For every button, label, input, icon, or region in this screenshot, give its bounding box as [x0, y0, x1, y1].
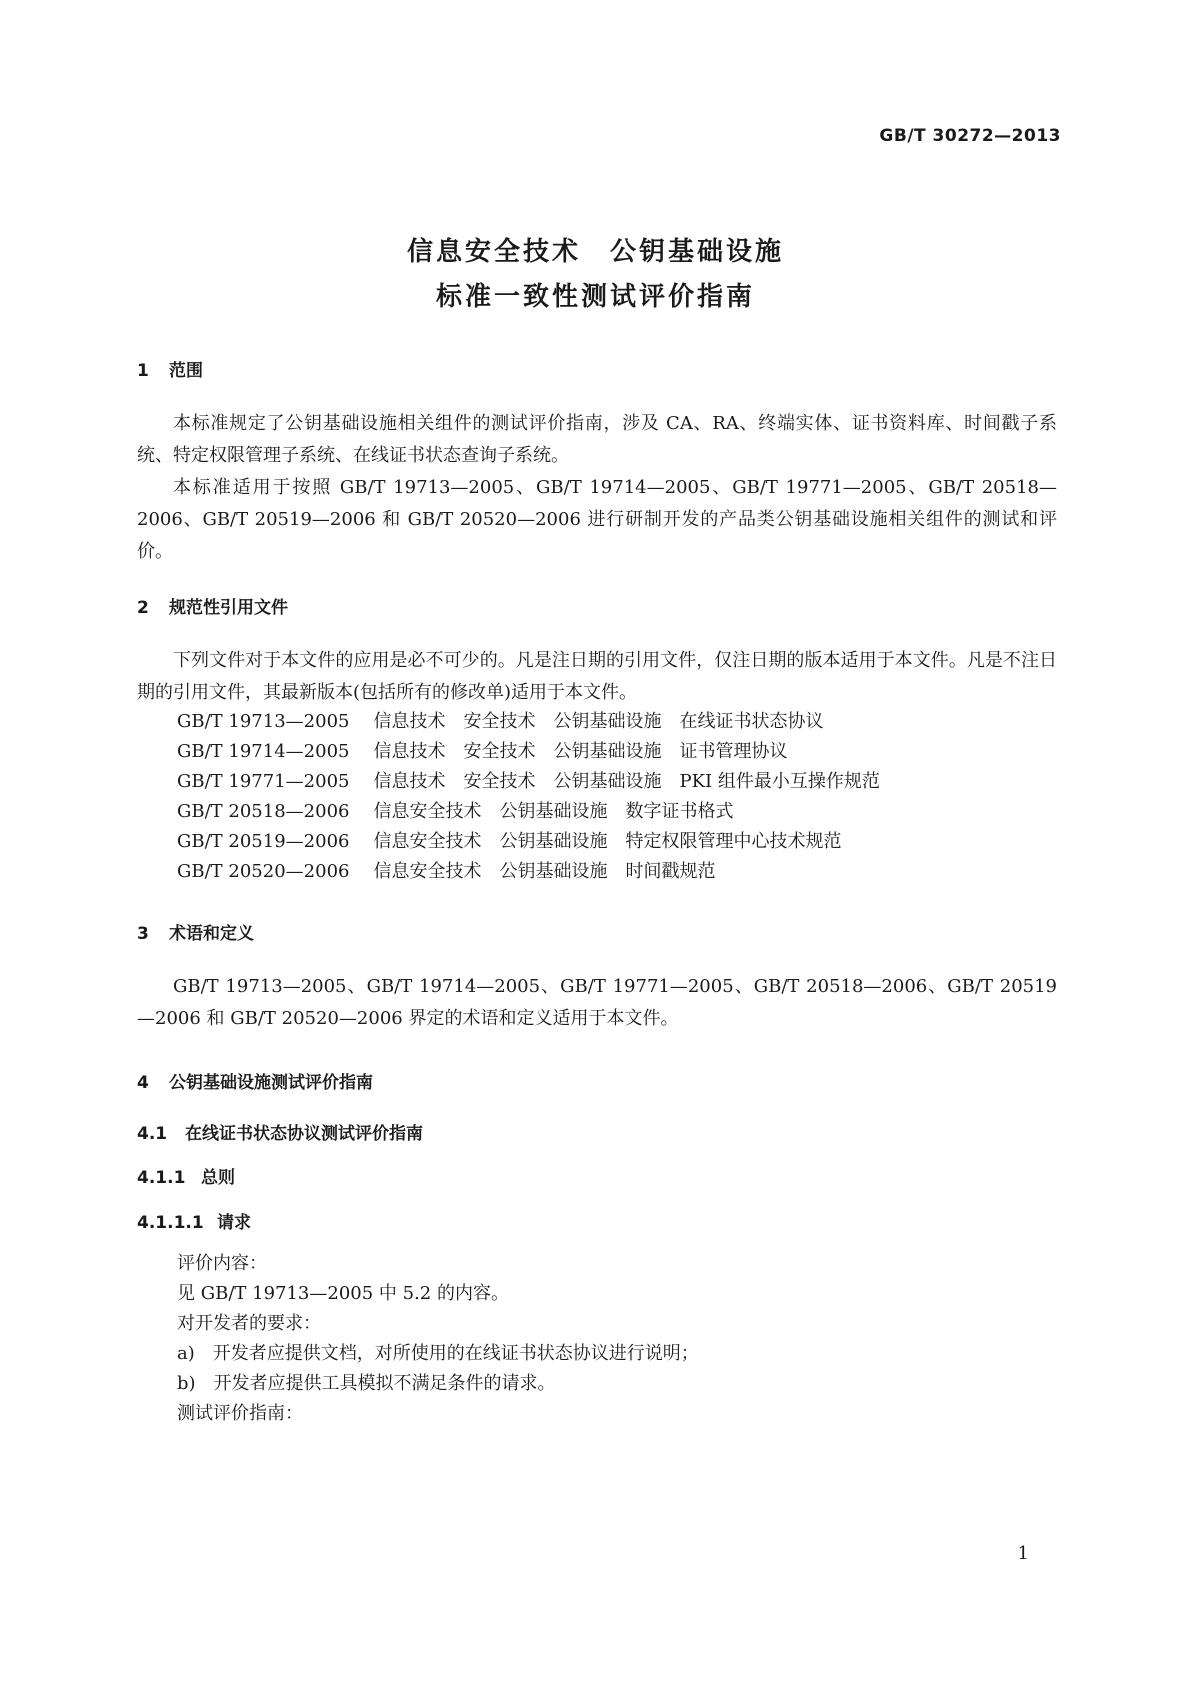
reference-item	[177, 857, 739, 883]
section-3-heading: 3 术语和定义	[137, 924, 254, 944]
reference-title: 信息安全技术 公钥基础设施 特定权限管理中心技术规范	[373, 831, 842, 852]
reference-code: GB/T 19714—2005	[177, 741, 350, 762]
requirement-item-a: a) 开发者应提供文档，对所使用的在线证书状态协议进行说明；	[177, 1343, 699, 1364]
section-1-body	[137, 408, 1057, 568]
reference-title: 信息安全技术 公钥基础设施 时间戳规范	[373, 861, 716, 882]
reference-title: 信息技术 安全技术 公钥基础设施 在线证书状态协议	[373, 711, 824, 732]
section-4-1-1-1-heading: 4.1.1.1 请求	[137, 1213, 251, 1233]
page-number: 1	[1017, 1543, 1029, 1564]
reference-code: GB/T 19713—2005	[177, 711, 350, 732]
section-4-1-1-heading: 4.1.1 总则	[137, 1168, 235, 1188]
section-1-heading: 1 范围	[137, 361, 203, 381]
reference-item	[177, 737, 811, 763]
reference-code: GB/T 20520—2006	[177, 861, 350, 882]
document-title-line1: 信息安全技术 公钥基础设施	[406, 237, 784, 267]
reference-title: 信息安全技术 公钥基础设施 数字证书格式	[373, 801, 734, 822]
document-title-line2: 标准一致性测试评价指南	[435, 282, 755, 312]
section-2-intro	[137, 645, 1057, 709]
section-4-1-heading: 4.1 在线证书状态协议测试评价指南	[137, 1124, 423, 1144]
reference-title: 信息技术 安全技术 公钥基础设施 证书管理协议	[373, 741, 788, 762]
paragraph: 本标准规定了公钥基础设施相关组件的测试评价指南，涉及 CA、RA、终端实体、证书资料库、时间戳子系统、特定权限管理子系统、在线证书状态查询子系统。	[137, 413, 1057, 466]
reference-item	[177, 827, 865, 853]
reference-item	[177, 767, 904, 793]
reference-title: 信息技术 安全技术 公钥基础设施 PKI 组件最小互操作规范	[373, 771, 880, 792]
section-3-body	[137, 971, 1057, 1035]
reference-item	[177, 797, 757, 823]
evaluation-content-label: 评价内容：	[177, 1253, 267, 1274]
section-4-heading: 4 公钥基础设施测试评价指南	[137, 1073, 373, 1093]
paragraph: GB/T 19713—2005、GB/T 19714—2005、GB/T 19771—2005、GB/T 20518—2006、GB/T 20519—2006 和 GB/T 20520—2006 界定的术语和定义适用于本文件。	[137, 976, 1057, 1029]
paragraph: 下列文件对于本文件的应用是必不可少的。凡是注日期的引用文件，仅注日期的版本适用于本文件。凡是不注日期的引用文件，其最新版本(包括所有的修改单)适用于本文件。	[137, 650, 1057, 703]
reference-code: GB/T 19771—2005	[177, 771, 350, 792]
developer-requirements-label: 对开发者的要求：	[177, 1313, 321, 1334]
paragraph: 本标准适用于按照 GB/T 19713—2005、GB/T 19714—2005、GB/T 19771—2005、GB/T 20518—2006、GB/T 20519—2006 和 GB/T 20520—2006 进行研制开发的产品类公钥基础设施相关组件的测试和评价。	[137, 477, 1057, 562]
reference-code: GB/T 20519—2006	[177, 831, 350, 852]
requirement-item-b: b) 开发者应提供工具模拟不满足条件的请求。	[177, 1373, 556, 1394]
reference-item	[177, 707, 847, 733]
evaluation-content-text: 见 GB/T 19713—2005 中 5.2 的内容。	[177, 1283, 509, 1304]
reference-code: GB/T 20518—2006	[177, 801, 350, 822]
test-guide-label: 测试评价指南：	[177, 1403, 303, 1424]
standard-number: GB/T 30272—2013	[879, 126, 1061, 146]
section-2-heading: 2 规范性引用文件	[137, 598, 288, 618]
